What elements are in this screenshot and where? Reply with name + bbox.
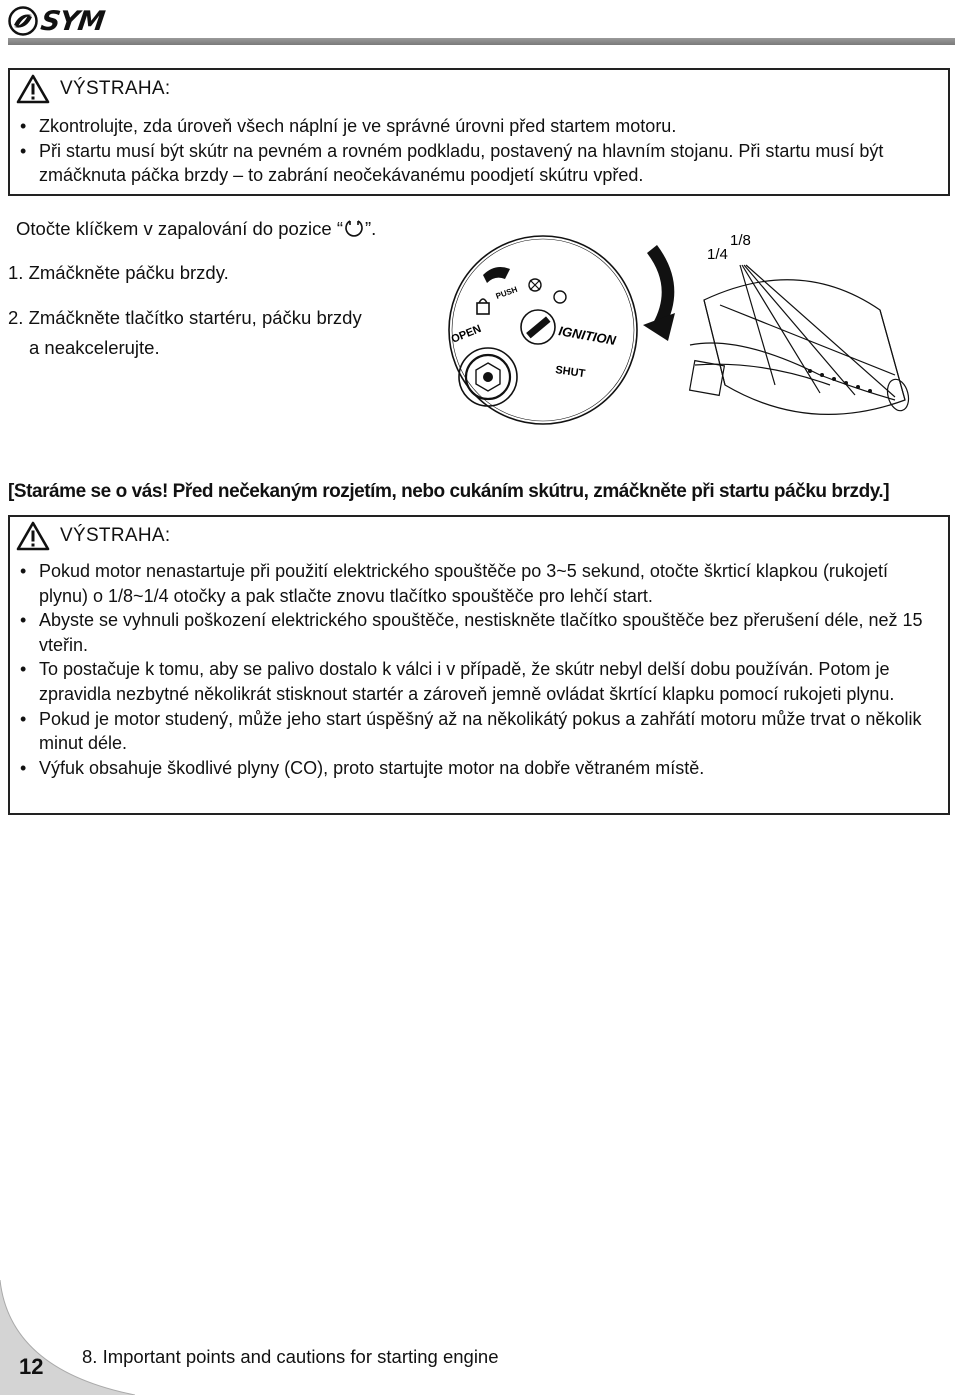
warning-box-fluids [8, 68, 950, 196]
warning-box-starter [8, 515, 950, 815]
throttle-grip-diagram [680, 225, 920, 440]
warning-item: • Pokud je motor studený, může jeho start úspěšný až na několikátý pokus a zahřátí motoru může trvat o několik minut déle. [19, 707, 939, 756]
ignition-label: IGNITION [557, 323, 617, 348]
ignition-switch-diagram [425, 235, 695, 425]
safety-slogan: [Staráme se o vás! Před nečekaným rozjetím, nebo cukáním skútru, zmáčkněte při startu páčku brzdy.] [8, 481, 890, 502]
sym-logo-icon [8, 6, 38, 36]
open-label: OPEN [449, 322, 484, 346]
quarter-turn-label: 1/4 [707, 246, 728, 263]
rotary-knob-icon [521, 310, 555, 344]
warning-header [16, 521, 170, 551]
warning-title: VÝSTRAHA: [60, 525, 171, 546]
shut-label: SHUT [554, 364, 586, 381]
turn-key-instruction [16, 218, 376, 240]
helmet-icon [483, 267, 510, 283]
open-circle-icon [554, 291, 566, 303]
warning-item: • To postačuje k tomu, aby se palivo dostalo k válci i v případě, že skútr nebyl delší dobu používán. Potom je zpravidla nezbytné několikrát stisknout startér a zároveň jemně ovládat škrtící klapku pomocí rukojeti plynu. [19, 657, 939, 706]
warning-triangle-icon [16, 74, 50, 104]
warning-item: • Zkontrolujte, zda úroveň všech náplní je ve správné úrovni před startem motoru. [19, 114, 939, 139]
push-label: PUSH [494, 284, 519, 301]
warning-triangle-icon [16, 521, 50, 551]
step-1: 1. Zmáčkněte páčku brzdy. [8, 262, 229, 283]
page-number: 12 [19, 1354, 44, 1379]
step-2: 2. Zmáčkněte tlačítko startéru, páčku brzdy [8, 307, 362, 328]
step-2-continued: a neakcelerujte. [29, 337, 160, 358]
warning-header [16, 74, 170, 104]
section-title: 8. Important points and cautions for starting engine [82, 1346, 499, 1367]
rotation-arrow-icon [643, 245, 675, 341]
warning-list [19, 114, 939, 188]
turn-key-text: Otočte klíčkem v zapalování do pozice “ [16, 218, 343, 239]
warning-item: • Při startu musí být skútr na pevném a rovném podkladu, postavený na hlavním stojanu. Při startu musí být zmáčknuta páčka brzdy – to zabrání neočekávanému poodjetí skútru vpřed. [19, 139, 939, 188]
brand-name: SYM [38, 5, 107, 37]
lock-icon [477, 303, 489, 314]
sym-logo [8, 5, 107, 37]
turn-key-text-end: ”. [364, 218, 377, 239]
warning-item: • Pokud motor nenastartuje při použití elektrického spouštěče po 3~5 sekund, otočte škrticí klapkou (rukojetí plynu) o 1/8~1/4 otočky a pak stlačte znovu tlačítko spouštěče pro lehčí start. [19, 559, 939, 608]
warning-list [19, 559, 939, 780]
header-bar [8, 38, 955, 45]
key-slot-icon [459, 348, 517, 406]
warning-item: • Abyste se vyhnuli poškození elektrického spouštěče, nestiskněte tlačítko spouštěče bez přerušení déle, než 15 vteřin. [19, 608, 939, 657]
warning-item: • Výfuk obsahuje škodlivé plyny (CO), proto startujte motor na dobře větraném místě. [19, 756, 939, 781]
warning-title: VÝSTRAHA: [60, 78, 171, 99]
eighth-turn-label: 1/8 [730, 232, 751, 249]
ignition-position-icon [343, 218, 365, 240]
